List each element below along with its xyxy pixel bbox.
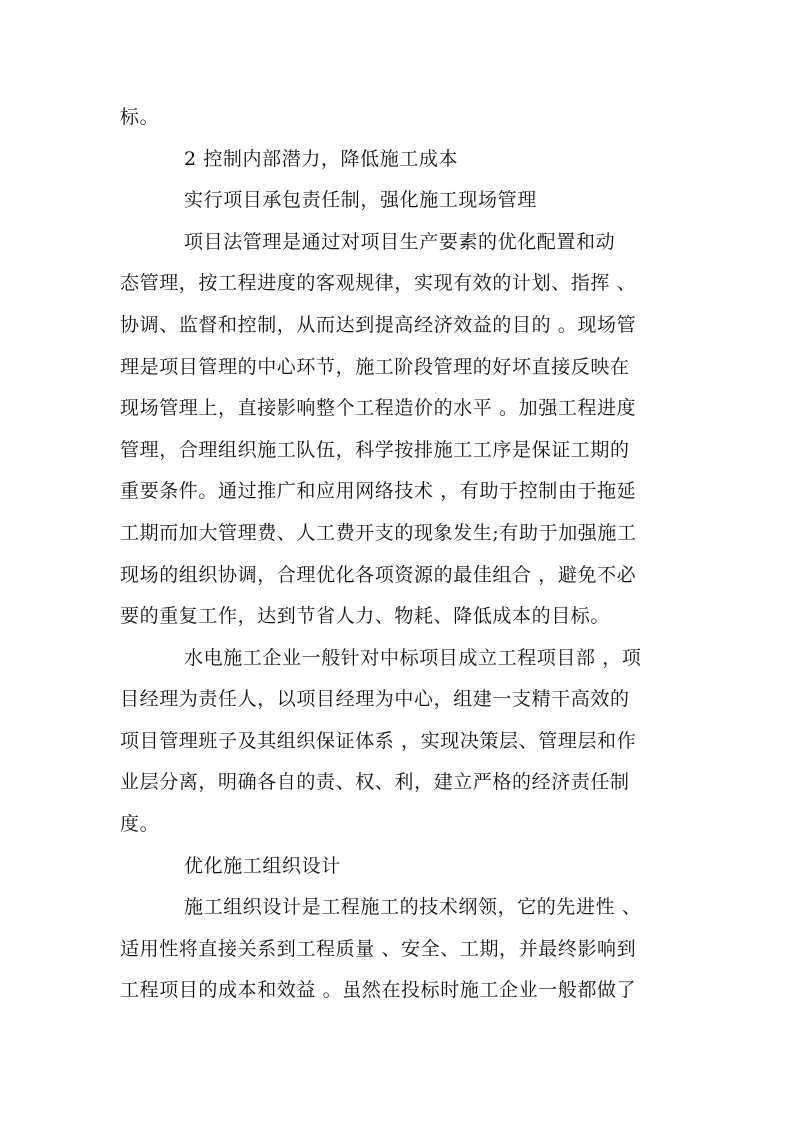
- paragraph-line: 水电施工企业一般针对中标项目成立工程项目部 ，项: [184, 647, 642, 669]
- text-line-1: 标。: [120, 106, 160, 128]
- paragraph-line: 态管理，按工程进度的客观规律，实现有效的计划、指挥 、: [120, 272, 637, 294]
- subheading-project-responsibility: 实行项目承包责任制，强化施工现场管理: [184, 189, 537, 211]
- paragraph-line: 适用性将直接关系到工程质量 、安全、工期，并最终影响到: [120, 938, 637, 960]
- paragraph-line: 业层分离，明确各自的责、权、利，建立严格的经济责任制: [120, 771, 630, 793]
- paragraph-line: 目经理为责任人，以项目经理为中心，组建一支精干高效的: [120, 688, 630, 710]
- paragraph-line: 工期而加大管理费、人工费开支的现象发生;有助于加强施工: [120, 522, 637, 544]
- paragraph-line: 施工组织设计是工程施工的技术纲领，它的先进性 、: [184, 896, 642, 918]
- paragraph-line: 管理，合理组织施工队伍，科学按排施工工序是保证工期的: [120, 439, 630, 461]
- paragraph-line: 工程项目的成本和效益 。虽然在投标时施工企业一般都做了: [120, 979, 637, 1001]
- paragraph-line: 项目管理班子及其组织保证体系 ，实现决策层、管理层和作: [120, 730, 637, 752]
- paragraph-line: 重要条件。通过推广和应用网络技术 ，有助于控制由于拖延: [120, 480, 637, 502]
- subheading-optimize-design: 优化施工组织设计: [184, 855, 341, 877]
- paragraph-line: 现场管理上，直接影响整个工程造价的水平 。加强工程进度: [120, 397, 637, 419]
- paragraph-line: 理是项目管理的中心环节，施工阶段管理的好坏直接反映在: [120, 356, 630, 378]
- paragraph-line: 度。: [120, 813, 160, 835]
- paragraph-line: 要的重复工作，达到节省人力、物耗、降低成本的目标。: [120, 605, 611, 627]
- section-heading-2: 2 控制内部潜力，降低施工成本: [184, 148, 459, 170]
- paragraph-line: 项目法管理是通过对项目生产要素的优化配置和动: [184, 231, 616, 253]
- paragraph-line: 协调、监督和控制，从而达到提高经济效益的目的 。现场管: [120, 314, 637, 336]
- paragraph-line: 现场的组织协调，合理优化各项资源的最佳组合 ，避免不必: [120, 564, 637, 586]
